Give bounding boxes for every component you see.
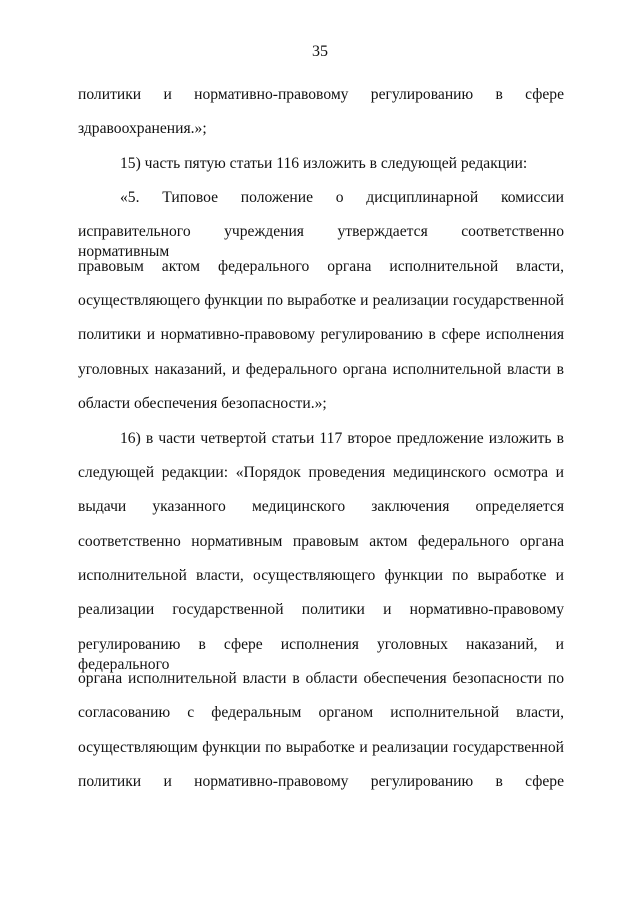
text-line: правовым актом федерального органа исполнительной власти,	[78, 257, 564, 275]
text-line: политики и нормативно-правовому регулированию в сфере	[78, 773, 564, 790]
text-line: регулированию в сфере исполнения уголовных наказаний, и федерального	[78, 635, 564, 673]
text-line: следующей редакции: «Порядок проведения медицинского осмотра и	[78, 463, 564, 481]
text-line: 16) в части четвертой статьи 117 второе предложение изложить в	[120, 429, 564, 447]
text-line: осуществляющего функции по выработке и реализации государственной	[78, 292, 564, 310]
text-line: политики и нормативно-правовому регулированию в сфере исполнения	[78, 326, 564, 344]
text-line: «5. Типовое положение о дисциплинарной комиссии	[120, 189, 564, 207]
text-line: органа исполнительной власти в области обеспечения безопасности по	[78, 669, 564, 687]
text-line: соответственно нормативным правовым актом федерального органа	[78, 532, 564, 550]
text-line: исполнительной власти, осуществляющего функции по выработке и	[78, 566, 564, 584]
text-line: реализации государственной политики и нормативно-правовому	[78, 601, 564, 619]
text-line: уголовных наказаний, и федерального органа исполнительной власти в	[78, 360, 564, 378]
text-line: согласованию с федеральным органом исполнительной власти,	[78, 704, 564, 722]
text-line: области обеспечения безопасности.»;	[78, 395, 327, 413]
text-line: выдачи указанного медицинского заключения определяется	[78, 498, 564, 516]
text-line: здравоохранения.»;	[78, 120, 207, 138]
text-line: осуществляющим функции по выработке и реализации государственной	[78, 738, 564, 756]
text-line: 15) часть пятую статьи 116 изложить в следующей редакции:	[120, 154, 528, 172]
page-number: 35	[312, 43, 328, 60]
text-line: исправительного учреждения утверждается соответственно нормативным	[78, 223, 564, 261]
text-line: политики и нормативно-правовому регулированию в сфере	[78, 86, 564, 103]
